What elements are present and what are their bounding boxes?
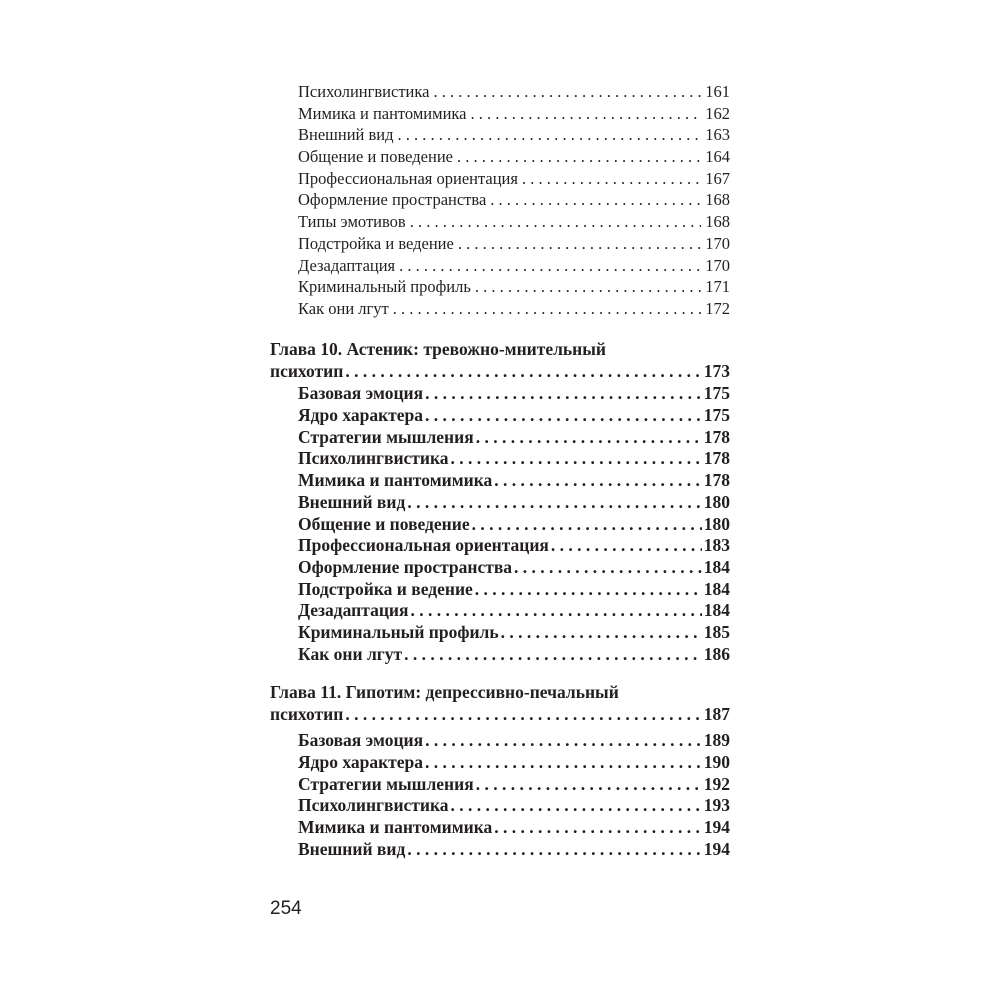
entry-title: Мимика и пантомимика xyxy=(298,470,493,491)
dot-leader xyxy=(471,103,702,125)
entry-page: 168 xyxy=(705,190,730,210)
dot-leader xyxy=(398,124,702,146)
entry-title: Базовая эмоция xyxy=(298,730,424,751)
entry-title: Дезадаптация xyxy=(298,255,396,275)
chapter-items xyxy=(270,383,730,665)
entry-title: Внешний вид xyxy=(298,838,406,859)
chapter-title-cont: психотип xyxy=(270,703,344,724)
toc-entry xyxy=(270,557,730,579)
dot-leader xyxy=(425,405,702,427)
entry-title: Психолингвистика xyxy=(298,795,449,816)
toc-entry xyxy=(270,189,730,211)
dot-leader xyxy=(451,795,702,817)
dot-leader xyxy=(399,255,701,277)
entry-title: Мимика и пантомимика xyxy=(298,103,467,123)
entry-title: Психолингвистика xyxy=(298,82,430,101)
dot-leader xyxy=(490,189,701,211)
toc-entry xyxy=(270,211,730,233)
dot-leader xyxy=(345,361,701,383)
toc-entry xyxy=(270,276,730,298)
chapter-page: 187 xyxy=(703,703,730,724)
dot-leader xyxy=(501,622,702,644)
dot-leader xyxy=(551,535,702,557)
dot-leader xyxy=(407,492,701,514)
entry-page: 194 xyxy=(703,817,730,838)
entry-page: 184 xyxy=(703,556,730,577)
entry-title: Ядро характера xyxy=(298,752,424,773)
chapter-page: 173 xyxy=(703,360,730,381)
entry-title: Мимика и пантомимика xyxy=(298,817,493,838)
entry-page: 170 xyxy=(705,233,730,253)
dot-leader xyxy=(433,81,701,103)
entry-title: Подстройка и ведение xyxy=(298,233,454,253)
toc-entry xyxy=(270,644,730,666)
entry-title: Профессиональная ориентация xyxy=(298,535,549,556)
entry-title: Ядро характера xyxy=(298,405,424,426)
entry-title: Подстройка и ведение xyxy=(298,578,473,599)
dot-leader xyxy=(425,752,702,774)
toc-entry xyxy=(270,817,730,839)
entry-page: 184 xyxy=(703,600,730,621)
chapter-title: Глава 11. Гипотим: депрессивно-печальный xyxy=(270,682,619,702)
entry-title: Криминальный профиль xyxy=(298,621,499,642)
toc-section-top xyxy=(270,81,730,320)
dot-leader xyxy=(425,730,702,752)
toc-entry xyxy=(270,383,730,405)
entry-title: Как они лгут xyxy=(298,298,389,318)
entry-page: 161 xyxy=(705,82,730,101)
entry-page: 171 xyxy=(705,277,730,297)
entry-page: 178 xyxy=(703,448,730,469)
entry-page: 163 xyxy=(705,125,730,145)
dot-leader xyxy=(522,168,701,190)
toc-entry xyxy=(270,622,730,644)
entry-page: 164 xyxy=(705,147,730,167)
toc-entry xyxy=(270,839,730,861)
page-number: 254 xyxy=(270,898,302,919)
entry-page: 184 xyxy=(703,578,730,599)
toc-entry xyxy=(270,600,730,622)
entry-title: Стратегии мышления xyxy=(298,426,474,447)
toc-chapter-11 xyxy=(270,682,730,861)
chapter-title-cont: психотип xyxy=(270,360,344,381)
entry-page: 185 xyxy=(703,621,730,642)
entry-page: 167 xyxy=(705,168,730,188)
toc-entry xyxy=(270,405,730,427)
chapter-items xyxy=(270,730,730,860)
entry-page: 183 xyxy=(703,535,730,556)
entry-page: 175 xyxy=(703,405,730,426)
entry-title: Общение и поведение xyxy=(298,513,470,534)
entry-title: Криминальный профиль xyxy=(298,277,471,297)
entry-title: Внешний вид xyxy=(298,125,394,145)
dot-leader xyxy=(494,817,701,839)
dot-leader xyxy=(410,600,701,622)
toc-entry xyxy=(270,124,730,146)
chapter-title-line xyxy=(270,704,730,726)
entry-page: 168 xyxy=(705,212,730,232)
entry-title: Как они лгут xyxy=(298,643,403,664)
entry-page: 186 xyxy=(703,643,730,664)
dot-leader xyxy=(472,514,702,536)
entry-page: 178 xyxy=(703,470,730,491)
entry-title: Типы эмотивов xyxy=(298,212,406,232)
entry-title: Внешний вид xyxy=(298,491,406,512)
entry-page: 192 xyxy=(703,773,730,794)
toc-entry xyxy=(270,535,730,557)
toc-entry xyxy=(270,81,730,103)
toc-entry xyxy=(270,730,730,752)
dot-leader xyxy=(475,579,702,601)
toc-entry xyxy=(270,470,730,492)
toc-entry xyxy=(270,146,730,168)
entry-page: 178 xyxy=(703,426,730,447)
toc-entry xyxy=(270,298,730,320)
toc-entry xyxy=(270,774,730,796)
toc-entry xyxy=(270,795,730,817)
dot-leader xyxy=(407,839,701,861)
entry-title: Дезадаптация xyxy=(298,600,409,621)
entry-title: Психолингвистика xyxy=(298,448,449,469)
entry-page: 190 xyxy=(703,752,730,773)
dot-leader xyxy=(494,470,701,492)
dot-leader xyxy=(393,298,702,320)
toc-entry xyxy=(270,233,730,255)
entry-page: 180 xyxy=(703,513,730,534)
dot-leader xyxy=(457,146,701,168)
entry-page: 170 xyxy=(705,255,730,275)
entry-page: 194 xyxy=(703,838,730,859)
toc-entry xyxy=(270,255,730,277)
dot-leader xyxy=(458,233,701,255)
chapter-title-line xyxy=(270,361,730,383)
entry-title: Общение и поведение xyxy=(298,147,453,167)
entry-page: 175 xyxy=(703,383,730,404)
entry-page: 193 xyxy=(703,795,730,816)
entry-title: Профессиональная ориентация xyxy=(298,168,518,188)
toc-entry xyxy=(270,752,730,774)
dot-leader xyxy=(410,211,702,233)
toc-entry xyxy=(270,492,730,514)
entry-page: 189 xyxy=(703,730,730,751)
toc-entry xyxy=(270,103,730,125)
dot-leader xyxy=(451,448,702,470)
toc-entry xyxy=(270,514,730,536)
dot-leader xyxy=(476,774,702,796)
entry-title: Базовая эмоция xyxy=(298,383,424,404)
dot-leader xyxy=(425,383,702,405)
dot-leader xyxy=(476,427,702,449)
entry-title: Оформление пространства xyxy=(298,190,487,210)
toc-entry xyxy=(270,579,730,601)
toc-chapter-10 xyxy=(270,339,730,665)
dot-leader xyxy=(345,704,701,726)
dot-leader xyxy=(475,276,701,298)
entry-title: Оформление пространства xyxy=(298,556,513,577)
toc-entry xyxy=(270,168,730,190)
entry-title: Стратегии мышления xyxy=(298,773,474,794)
toc-entry xyxy=(270,448,730,470)
entry-page: 162 xyxy=(705,103,730,123)
dot-leader xyxy=(404,644,702,666)
dot-leader xyxy=(514,557,702,579)
toc-entry xyxy=(270,427,730,449)
chapter-title: Глава 10. Астеник: тревожно-мнительный xyxy=(270,339,606,359)
entry-page: 172 xyxy=(705,298,730,318)
entry-page: 180 xyxy=(703,491,730,512)
